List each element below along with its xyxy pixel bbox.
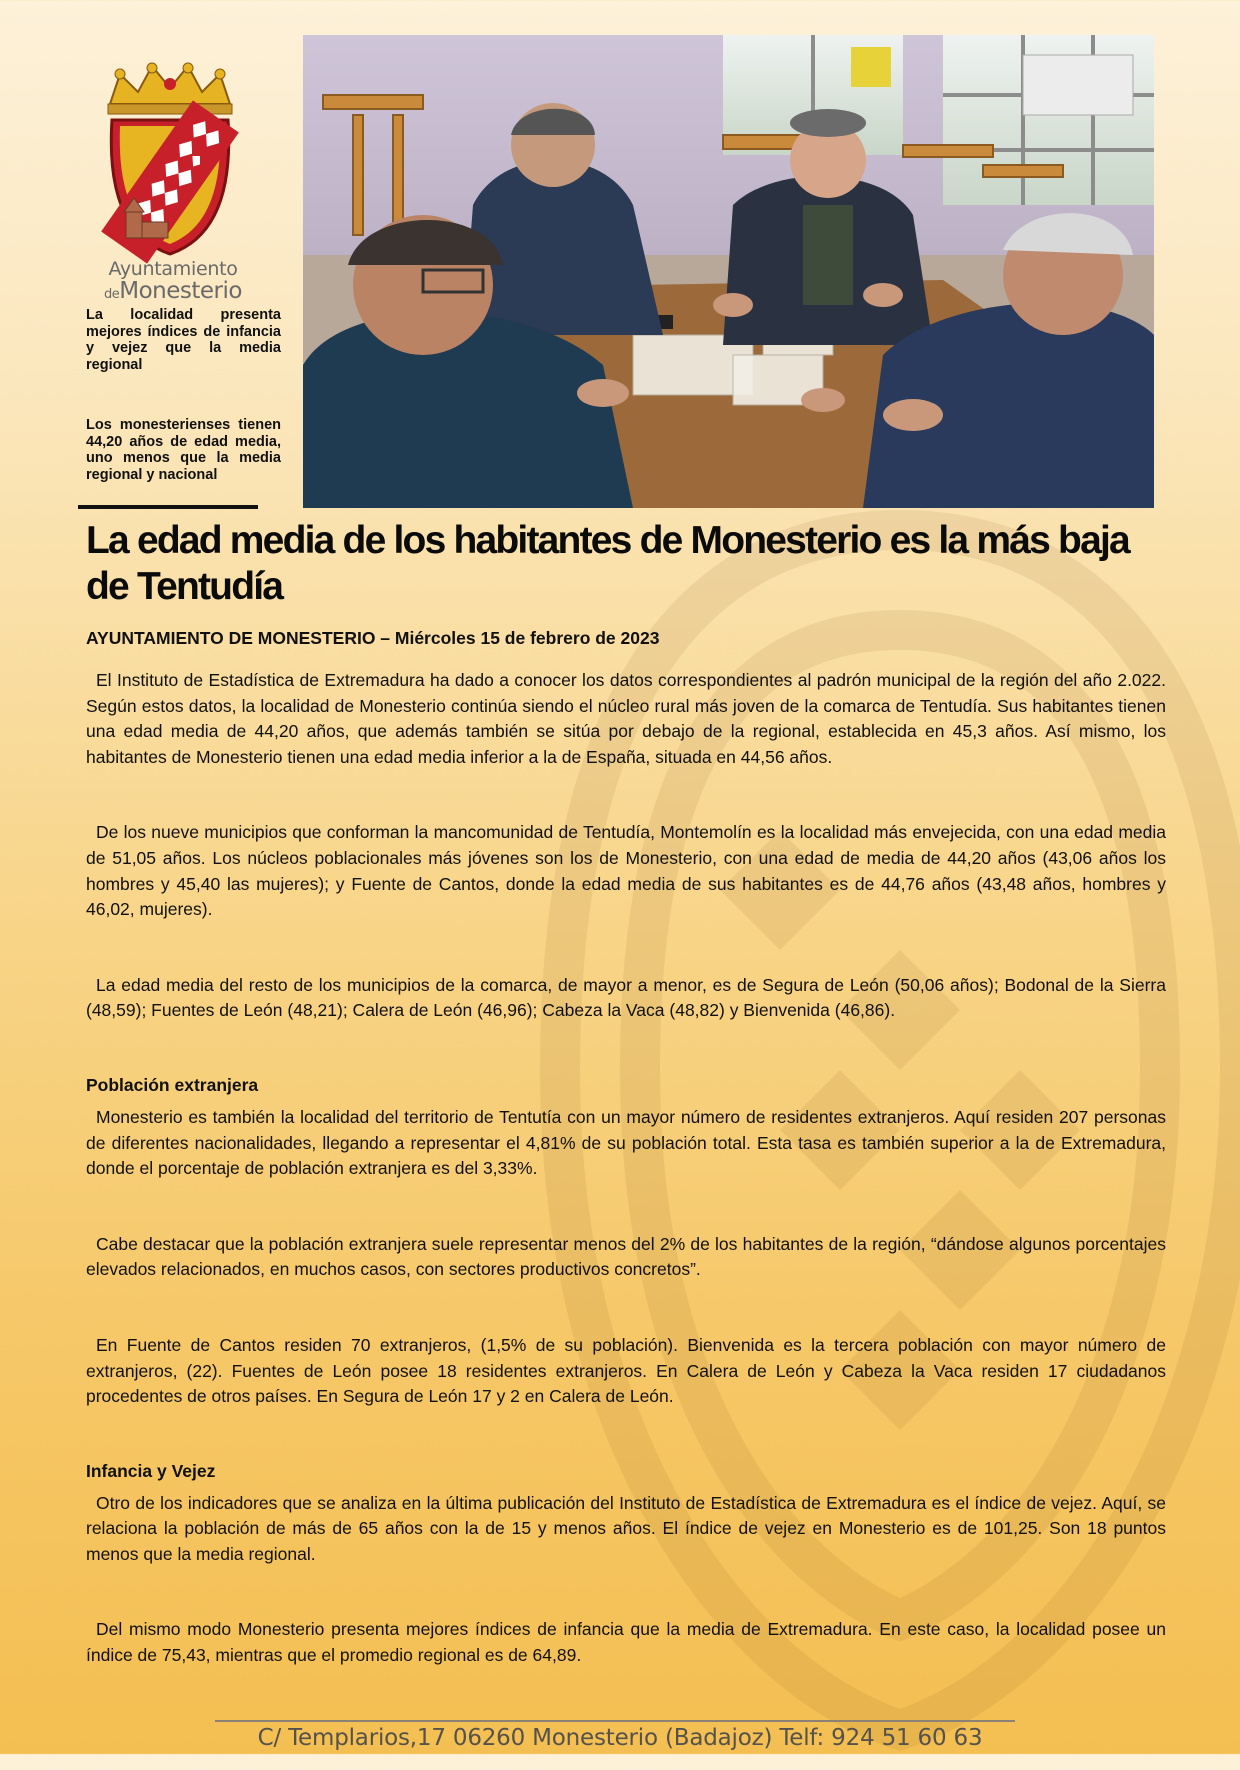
article-headline: La edad media de los habitantes de Monesterio es la más baja de Tentudía xyxy=(86,519,1129,608)
article-paragraph-3: La edad media del resto de los municipios de la comarca, de mayor a menor, es de Segura de León (50,06 años); Bodonal de la Sierra (48,59); Fuentes de León (48,21); Calera de León (46,96); Cabeza la Vaca (48,82) y Bienvenida (46,86). xyxy=(86,974,1166,1021)
logo-text-name: Monesterio xyxy=(119,278,242,304)
footer-divider xyxy=(215,1720,1015,1722)
section-heading-extranjera: Población extranjera xyxy=(86,1074,259,1095)
logo-text-ayuntamiento: Ayuntamiento xyxy=(108,258,238,280)
sidebar-divider xyxy=(78,505,258,509)
article-paragraph-4: Monesterio es también la localidad del territorio de Tentutía con un mayor número de residentes extranjeros. Aquí residen 207 personas de diferentes nacionalidades, llegando a representar el 4,81% de su población total. Esta tasa es también superior a la de Extremadura, donde el porcentaje de población extranjera es del 3,33%. xyxy=(86,1106,1166,1179)
sidebar-highlight-1: La localidad presenta mejores índices de infancia y vejez que la media regional xyxy=(86,307,281,373)
article-paragraph-7: Otro de los indicadores que se analiza en la última publicación del Instituto de Estadística de Extremadura es el índice de vejez. Aquí, se relaciona la población de más de 65 años con la de 15 y menos años. El índice de vejez en Monesterio es de 101,25. Son 18 puntos menos que la media regional. xyxy=(86,1492,1166,1564)
article-byline: AYUNTAMIENTO DE MONESTERIO – Miércoles 15 de febrero de 2023 xyxy=(86,628,660,648)
logo-text-prefix: de xyxy=(104,287,120,302)
article-paragraph-2: De los nueve municipios que conforman la mancomunidad de Tentudía, Montemolín es la localidad más envejecida, con una edad media de 51,05 años. Los núcleos poblacionales más jóvenes son los de Monesterio, con una edad de media de 44,20 años (43,06 años los hombres y 45,40 las mujeres); y Fuente de Cantos, donde la edad media de sus habitantes es de 44,76 años (43,48 años, hombres y 46,02, mujeres). xyxy=(86,822,1166,920)
article-photo xyxy=(303,35,1154,508)
section-heading-infancia: Infancia y Vejez xyxy=(86,1460,216,1481)
article-paragraph-6: En Fuente de Cantos residen 70 extranjeros, (1,5% de su población). Bienvenida es la tercera población con mayor número de extranjeros, (22). Fuentes de León posee 18 residentes extranjeros. En Calera de León y Cabeza la Vaca residen 17 ciudadanos procedentes de otros países. En Segura de León 17 y 2 en Calera de León. xyxy=(86,1334,1166,1407)
article-paragraph-5: Cabe destacar que la población extranjera suele representar menos del 2% de los habitantes de la región, “dándose algunos porcentajes elevados relacionados, en muchos casos, con sectores productivos concretos”. xyxy=(86,1233,1166,1280)
sidebar-highlight-2: Los monesterienses tienen 44,20 años de edad media, uno menos que la media regional y nacional xyxy=(86,417,281,483)
logo-text-monesterio xyxy=(98,278,248,304)
footer-address: C/ Templarios,17 06260 Monesterio (Badajoz) Telf: 924 51 60 63 xyxy=(257,1725,983,1751)
article-paragraph-1: El Instituto de Estadística de Extremadura ha dado a conocer los datos correspondientes al padrón municipal de la región del año 2.022. Según estos datos, la localidad de Monesterio continúa siendo el núcleo rural más joven de la comarca de Tentudía. Sus habitantes tienen una edad media de 44,20 años, que además también se sitúa por debajo de la regional, establecida en 45,3 años. Así mismo, los habitantes de Monesterio tienen una edad media inferior a la de España, situada en 44,56 años. xyxy=(86,670,1166,767)
article-body xyxy=(86,668,1166,1669)
article-paragraph-8: Del mismo modo Monesterio presenta mejores índices de infancia que la media de Extremadura. En este caso, la localidad posee un índice de 75,43, mientras que el promedio regional es de 64,89. xyxy=(86,1619,1166,1666)
